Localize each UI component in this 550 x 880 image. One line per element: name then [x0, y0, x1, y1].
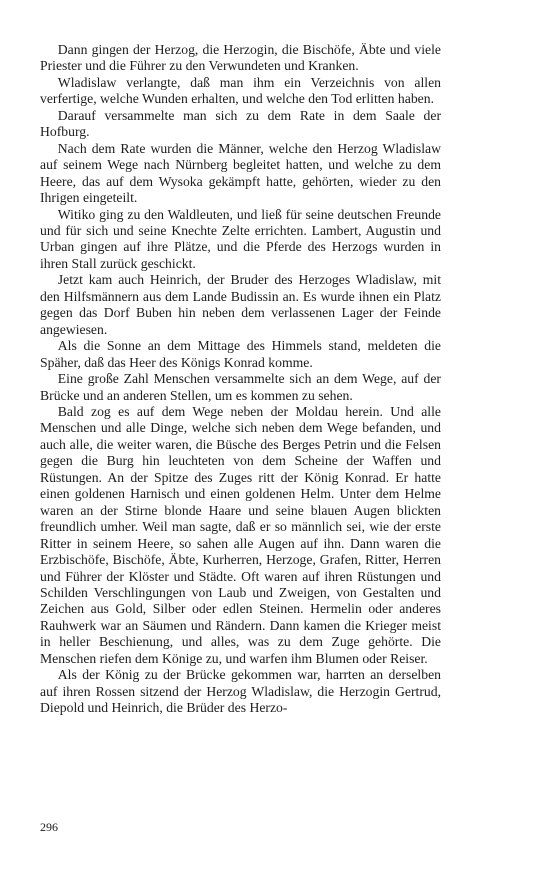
- body-text: [40, 42, 441, 717]
- paragraph: Dann gingen der Herzog, die Herzogin, die Bischöfe, Äbte und viele Priester und die Führer zu den Verwundeten und Kranken.: [40, 42, 441, 74]
- paragraph: Als die Sonne an dem Mittage des Himmels stand, meldeten die Späher, daß das Heer des Königs Konrad komme.: [40, 338, 441, 370]
- paragraph: Witiko ging zu den Waldleuten, und ließ für seine deutschen Freunde und für sich und seine Knechte Zelte errichten. Lambert, Augustin und Urban gingen auf ihre Plätze, und die Pferde des Herzogs wurden in ihren Stall zurück geschickt.: [40, 206, 441, 271]
- paragraph: Eine große Zahl Menschen versammelte sich an dem Wege, auf der Brücke und an anderen Stellen, um es kommen zu sehen.: [40, 371, 441, 403]
- paragraph: Als der König zu der Brücke gekommen war, harrten an derselben auf ihren Rossen sitzend der Herzog Wladislaw, die Herzogin Gertrud, Diepold und Heinrich, die Brüder des Herzo-: [40, 667, 441, 716]
- paragraph: Jetzt kam auch Heinrich, der Bruder des Herzoges Wladislaw, mit den Hilfsmännern aus dem Lande Budissin an. Es wurde ihnen ein Platz gegen das Dorf Buben hin neben dem verlassenen Lager der Feinde angewiesen.: [40, 272, 441, 337]
- paragraph: Wladislaw verlangte, daß man ihm ein Verzeichnis von allen verfertige, welche Wunden erhalten, und welche den Tod erlitten haben.: [40, 74, 441, 107]
- paragraph: Bald zog es auf dem Wege neben der Moldau herein. Und alle Menschen und alle Dinge, welche sich neben dem Wege befanden, und auch alle, die weiter waren, die Büsche des Berges Petrin und die Felsen gegen die Burg hin leuchteten von dem Scheine der Waffen und Rüstungen. An der Spitze des Zuges ritt der König Konrad. Er hatte einen goldenen Harnisch und einen goldenen Helm. Unter dem Helme waren an der Stirne blonde Haare und seine blauen Augen blickten freundlich umher. Weil man sagte, daß er so männlich sei, wie der erste Ritter in seinem Heere, so sahen alle Augen auf ihn. Dann waren die Erzbischöfe, Bischöfe, Äbte, Kurherren, Herzoge, Grafen, Ritter, Herren und Führer der Klöster und Städte. Oft waren auf ihren Rüstungen und Schilden Verschlingungen von Laub und Zweigen, von Gestalten und Zeichen aus Gold, Silber oder edlen Steinen. Hermelin oder anderes Rauhwerk war an Säumen und Rändern. Dann kamen die Krieger meist in heller Beschienung, und alles, was zu dem Zuge gehörte. Die Menschen riefen dem Könige zu, und warfen ihm Blumen oder Reiser.: [40, 403, 441, 666]
- paragraph: Nach dem Rate wurden die Männer, welche den Herzog Wladislaw auf seinem Wege nach Nürnberg begleitet hatten, und welche zu dem Heere, das auf dem Wysoka gekämpft hatte, gehörten, wieder zu den Ihrigen eingeteilt.: [40, 140, 441, 206]
- paragraph: Darauf versammelte man sich zu dem Rate in dem Saale der Hofburg.: [40, 107, 441, 140]
- page-number: 296: [40, 820, 58, 834]
